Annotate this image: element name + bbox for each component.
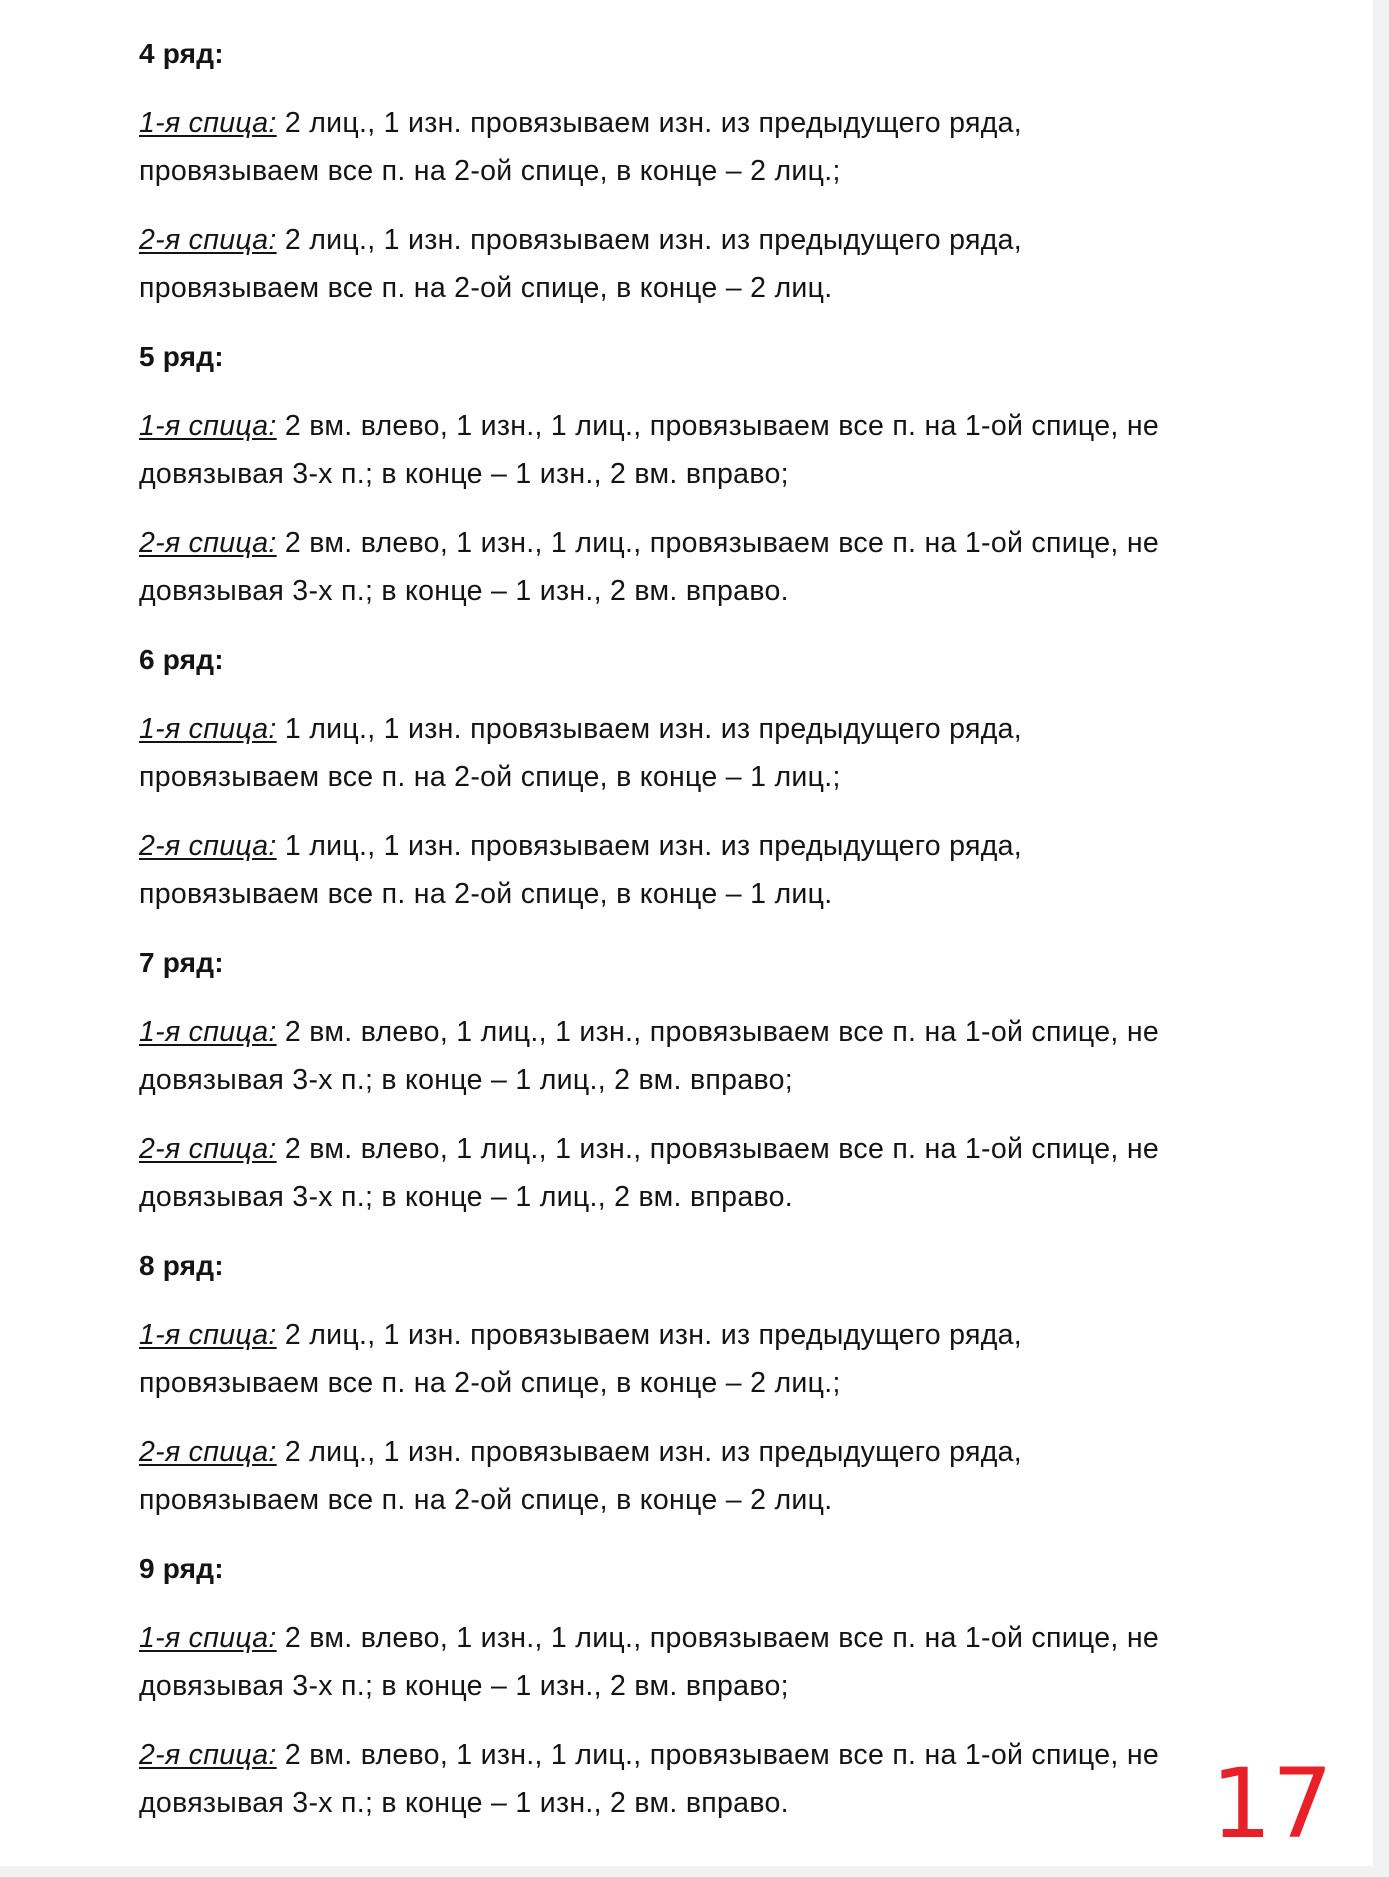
instruction-text-line1: 2 лиц., 1 изн. провязываем изн. из предыдущего ряда, <box>276 1436 1023 1468</box>
needle-instruction-2 <box>139 1125 1309 1221</box>
instruction-text-line2: провязываем все п. на 2-ой спице, в конце – 2 лиц. <box>139 272 833 304</box>
needle-label: 2-я спица: <box>139 1739 277 1771</box>
needle-instruction-1 <box>139 99 1309 195</box>
instruction-text-line2: довязывая 3-х п.; в конце – 1 изн., 2 вм. вправо. <box>139 1787 789 1819</box>
needle-label: 2-я спица: <box>139 224 277 256</box>
instruction-text-line1: 2 лиц., 1 изн. провязываем изн. из предыдущего ряда, <box>276 107 1023 139</box>
needle-label: 1-я спица: <box>139 1319 277 1351</box>
row-heading: 8 ряд: <box>139 1250 224 1281</box>
row-section-4 <box>139 30 1309 312</box>
instruction-text-line2: провязываем все п. на 2-ой спице, в конце – 2 лиц. <box>139 1484 833 1516</box>
needle-instruction-1 <box>139 1614 1309 1710</box>
instruction-text-line1: 2 лиц., 1 изн. провязываем изн. из предыдущего ряда, <box>276 1319 1023 1351</box>
instruction-text-line1: 2 вм. влево, 1 изн., 1 лиц., провязываем все п. на 1-ой спице, не <box>276 410 1160 442</box>
needle-instruction-2 <box>139 216 1309 312</box>
instruction-text-line2: провязываем все п. на 2-ой спице, в конце – 1 лиц.; <box>139 761 841 793</box>
needle-instruction-2 <box>139 1428 1309 1524</box>
instruction-text-line2: довязывая 3-х п.; в конце – 1 лиц., 2 вм. вправо. <box>139 1181 793 1213</box>
needle-instruction-1 <box>139 1311 1309 1407</box>
needle-label: 2-я спица: <box>139 1436 277 1468</box>
instruction-text-line1: 1 лиц., 1 изн. провязываем изн. из предыдущего ряда, <box>276 713 1023 745</box>
needle-instruction-2 <box>139 519 1309 615</box>
needle-label: 1-я спица: <box>139 1016 277 1048</box>
instruction-text-line1: 2 вм. влево, 1 лиц., 1 изн., провязываем все п. на 1-ой спице, не <box>276 1133 1160 1165</box>
instruction-text-line2: довязывая 3-х п.; в конце – 1 изн., 2 вм. вправо; <box>139 1670 789 1702</box>
instruction-text-line2: провязываем все п. на 2-ой спице, в конце – 1 лиц. <box>139 878 833 910</box>
needle-label: 2-я спица: <box>139 830 277 862</box>
row-heading: 4 ряд: <box>139 38 224 69</box>
instruction-text-line1: 2 лиц., 1 изн. провязываем изн. из предыдущего ряда, <box>276 224 1023 256</box>
needle-instruction-1 <box>139 1008 1309 1104</box>
row-section-6 <box>139 636 1309 918</box>
needle-label: 1-я спица: <box>139 410 277 442</box>
instruction-text-line2: довязывая 3-х п.; в конце – 1 изн., 2 вм. вправо; <box>139 458 789 490</box>
needle-label: 2-я спица: <box>139 527 277 559</box>
instruction-text-line2: провязываем все п. на 2-ой спице, в конце – 2 лиц.; <box>139 1367 841 1399</box>
row-heading: 6 ряд: <box>139 644 224 675</box>
needle-instruction-2 <box>139 822 1309 918</box>
row-heading: 9 ряд: <box>139 1553 224 1584</box>
row-section-5 <box>139 333 1309 615</box>
needle-label: 2-я спица: <box>139 1133 277 1165</box>
instruction-text-line1: 2 вм. влево, 1 изн., 1 лиц., провязываем все п. на 1-ой спице, не <box>276 1739 1160 1771</box>
needle-label: 1-я спица: <box>139 107 277 139</box>
needle-instruction-2 <box>139 1731 1309 1827</box>
needle-label: 1-я спица: <box>139 713 277 745</box>
instruction-text-line2: провязываем все п. на 2-ой спице, в конце – 2 лиц.; <box>139 155 841 187</box>
needle-instruction-1 <box>139 402 1309 498</box>
instruction-text-line1: 2 вм. влево, 1 лиц., 1 изн., провязываем все п. на 1-ой спице, не <box>276 1016 1160 1048</box>
needle-label: 1-я спица: <box>139 1622 277 1654</box>
pattern-content <box>139 30 1309 1848</box>
instruction-text-line1: 2 вм. влево, 1 изн., 1 лиц., провязываем все п. на 1-ой спице, не <box>276 527 1160 559</box>
instruction-text-line1: 2 вм. влево, 1 изн., 1 лиц., провязываем все п. на 1-ой спице, не <box>276 1622 1160 1654</box>
row-section-7 <box>139 939 1309 1221</box>
row-section-9 <box>139 1545 1309 1827</box>
row-heading: 5 ряд: <box>139 341 224 372</box>
needle-instruction-1 <box>139 705 1309 801</box>
row-heading: 7 ряд: <box>139 947 224 978</box>
instruction-text-line2: довязывая 3-х п.; в конце – 1 лиц., 2 вм. вправо; <box>139 1064 793 1096</box>
row-section-8 <box>139 1242 1309 1524</box>
instruction-text-line1: 1 лиц., 1 изн. провязываем изн. из предыдущего ряда, <box>276 830 1023 862</box>
instruction-text-line2: довязывая 3-х п.; в конце – 1 изн., 2 вм. вправо. <box>139 575 789 607</box>
page-number: 17 <box>1210 1748 1333 1860</box>
